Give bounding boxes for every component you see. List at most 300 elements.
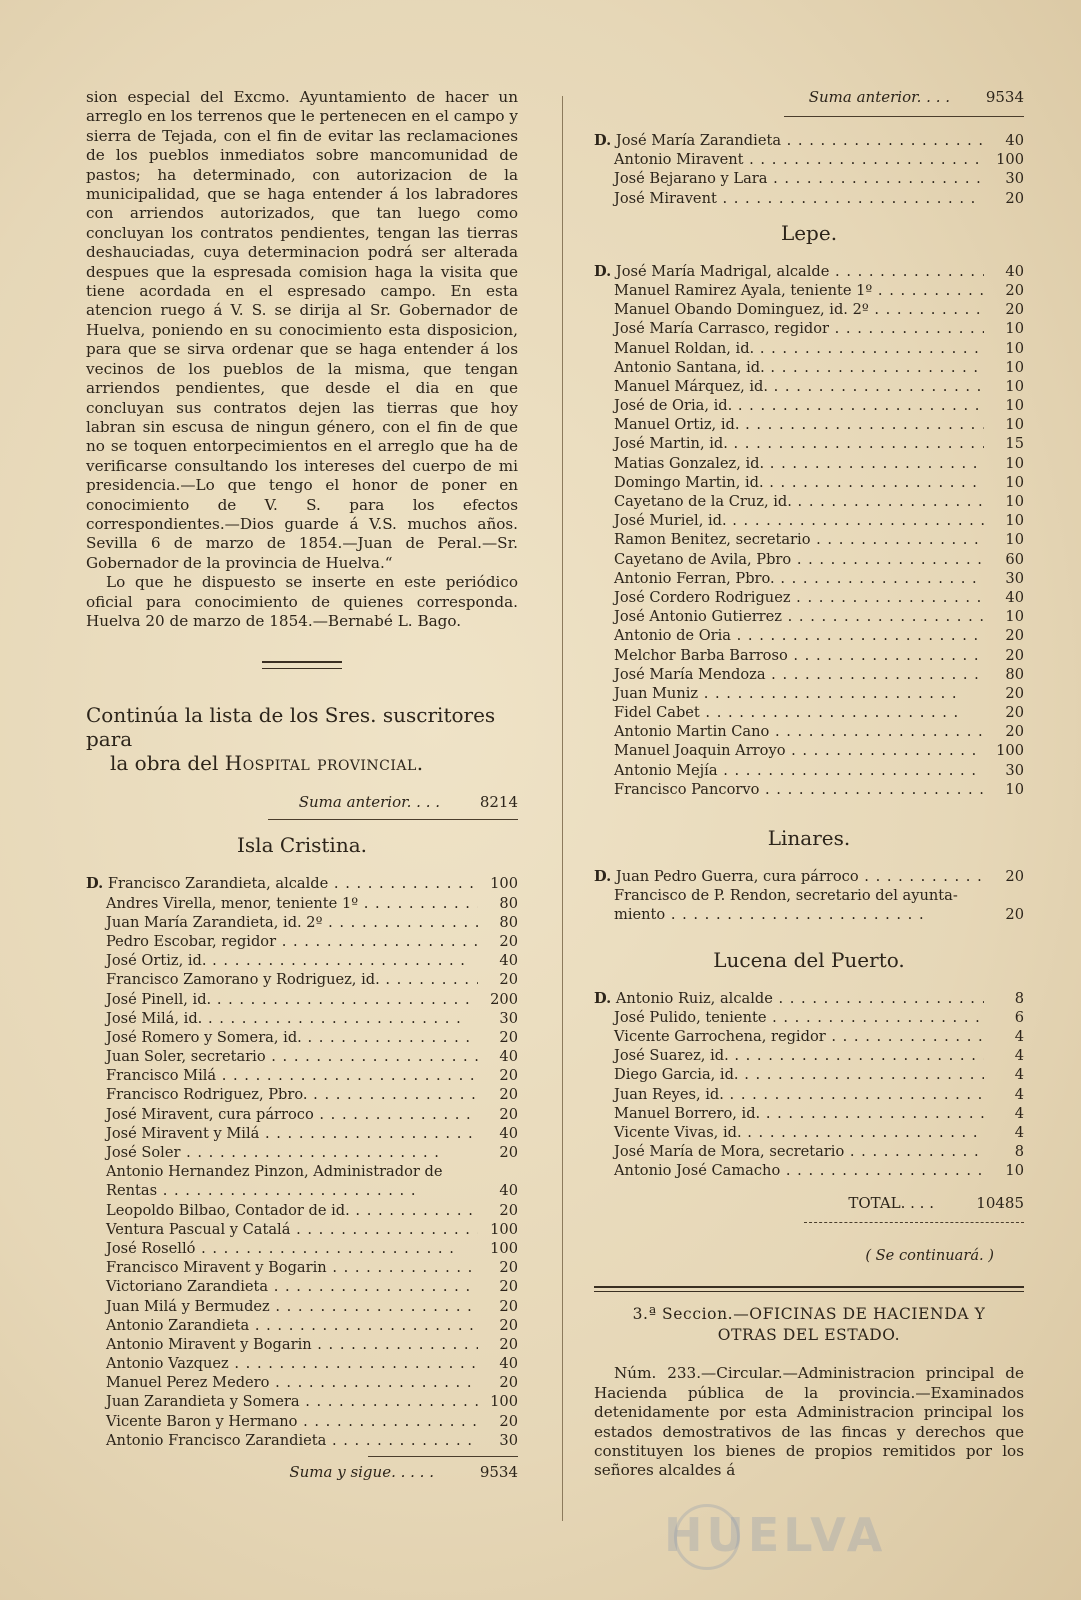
total-value: 10485 <box>976 1194 1024 1213</box>
subscriber-row <box>86 1105 518 1124</box>
subscriber-name <box>86 990 478 1009</box>
subscriber-row <box>594 319 1024 338</box>
subscriber-name-text: Manuel Ramirez Ayala, teniente 1º <box>614 281 873 299</box>
subscriber-amount: 4 <box>1014 1047 1024 1065</box>
town-heading-lepe: Lepe. <box>780 220 838 245</box>
subscriber-name-text: Cayetano de la Cruz, id. <box>614 493 792 510</box>
subscriber-name-text: Antonio Miravent <box>614 151 744 169</box>
subscriber-name <box>594 867 984 886</box>
column-divider <box>562 96 563 1521</box>
subscriber-name-text: José Antonio Gutierrez <box>614 608 782 626</box>
subscriber-name-text: Francisco Milá <box>106 1067 217 1085</box>
subscriber-row <box>594 1161 1024 1180</box>
carry-sum-value: 9534 <box>479 1463 518 1481</box>
subscriber-name-text: Vicente Baron y Hermano <box>106 1412 298 1430</box>
subscriber-row <box>594 434 1024 453</box>
subscriber-name-text: José Ortiz, id. <box>106 952 207 970</box>
ornament-divider <box>262 661 342 669</box>
subscriber-name <box>86 1181 478 1200</box>
subscriber-name <box>86 1085 478 1104</box>
subscriber-amount: 40 <box>499 1182 518 1200</box>
subscriber-row <box>594 780 1024 799</box>
subscriber-name-text: Francisco Rodriguez, Pbro. <box>106 1086 308 1104</box>
subscriber-name-text: José María Carrasco, regidor <box>614 320 830 338</box>
list-title-line-1: Continúa la lista de los Sres. suscritores para <box>86 703 496 752</box>
subscriber-amount: 20 <box>1005 906 1024 924</box>
subscriber-row <box>86 1316 518 1335</box>
total-row <box>594 1194 1024 1216</box>
subscriber-name <box>86 1412 478 1431</box>
subscriber-amount: 100 <box>490 875 518 893</box>
subscriber-amount: 15 <box>1005 435 1024 453</box>
subscriber-amount: 60 <box>1005 550 1024 568</box>
subscriber-amount: 30 <box>1005 170 1024 188</box>
subscriber-amount: 10 <box>1005 531 1024 549</box>
total-rule <box>804 1222 1024 1225</box>
subscriber-amount: 20 <box>499 1335 518 1353</box>
subscriber-name <box>594 358 984 377</box>
subscriber-row <box>594 588 1024 607</box>
subscriber-name-text: Juan Reyes, id. <box>614 1085 724 1103</box>
subscriber-name <box>594 1142 984 1161</box>
subscriber-row <box>86 874 518 893</box>
subscriber-name-text: José Miravent y Milá <box>106 1124 260 1142</box>
subscriber-name-text: José María de Mora, secretario <box>614 1143 845 1161</box>
subscriber-name-text: José Bejarano y Lara <box>614 170 768 188</box>
subscriber-name-text: Antonio Ferran, Pbro. <box>614 569 775 587</box>
subscriber-name-text: Francisco Zarandieta, alcalde <box>107 875 329 893</box>
subscriber-amount: 20 <box>499 1086 518 1104</box>
subscriber-name-text: José María Zarandieta <box>615 132 782 149</box>
subscriber-name <box>86 1028 478 1047</box>
subscriber-row <box>86 951 518 970</box>
subscriber-name <box>594 454 984 473</box>
subscriber-amount: 30 <box>499 1431 518 1449</box>
subscriber-name <box>594 1027 984 1046</box>
subscriber-amount: 8 <box>1014 989 1024 1007</box>
subscriber-name <box>594 607 984 626</box>
previous-sum-row-right <box>594 88 1024 110</box>
subscriber-row <box>86 990 518 1009</box>
subscriber-name <box>86 1201 478 1220</box>
subscriber-amount: 20 <box>499 1067 518 1085</box>
subscriber-row <box>594 1046 1024 1065</box>
subscriber-amount: 20 <box>1005 627 1024 645</box>
subscriber-amount: 40 <box>499 1124 518 1142</box>
subscriber-name <box>86 1220 478 1239</box>
subscriber-amount: 40 <box>499 952 518 970</box>
subscriber-amount: 100 <box>490 1393 518 1411</box>
subscriber-name <box>594 741 984 760</box>
subscriber-amount: 100 <box>996 151 1024 169</box>
subscriber-row <box>594 1104 1024 1123</box>
subscriber-name <box>86 1392 478 1411</box>
subscriber-amount: 20 <box>1005 189 1024 207</box>
subscriber-row <box>86 1258 518 1277</box>
subscriber-amount: 40 <box>1005 132 1024 149</box>
subscriber-amount: 10 <box>1005 397 1024 415</box>
subscriber-row <box>594 454 1024 473</box>
town-heading-linares: Linares. <box>767 826 851 850</box>
subscriber-amount: 20 <box>499 1316 518 1334</box>
subscriber-row <box>594 358 1024 377</box>
subscriber-amount: 10 <box>1005 780 1024 798</box>
subscriber-name <box>594 1161 984 1180</box>
subscriber-name-text: Antonio Santana, id. <box>614 358 765 376</box>
subscriber-name-text: José María Madrigal, alcalde <box>615 262 830 280</box>
subscriber-name-text: José Roselló <box>106 1239 196 1257</box>
subscriber-name-text: José Soler <box>106 1144 181 1161</box>
subscriber-name <box>86 932 478 951</box>
subscriber-amount: 40 <box>499 1355 518 1373</box>
subscriber-row <box>86 1373 518 1392</box>
subscriber-name-text: Victoriano Zarandieta <box>106 1278 269 1296</box>
subscriber-row <box>86 1143 518 1162</box>
subscriber-name <box>86 1009 478 1028</box>
list-title-prefix: la obra del <box>110 751 219 776</box>
subscriber-row <box>86 1220 518 1239</box>
subscriber-row <box>594 1142 1024 1161</box>
subscriber-name-text: Manuel Borrero, id. <box>614 1104 761 1122</box>
subscriber-name <box>594 189 984 208</box>
subscriber-prefix: D. <box>594 868 612 885</box>
subscriber-name <box>86 1105 478 1124</box>
subscriber-amount: 20 <box>1005 723 1024 741</box>
subscriber-amount: 4 <box>1014 1066 1024 1084</box>
subscriber-name <box>594 415 984 434</box>
subscriber-name-text: Antonio Ruiz, alcalde <box>615 989 773 1007</box>
subscriber-list-linares <box>594 867 1024 925</box>
subscriber-name <box>594 588 984 607</box>
subscriber-row <box>594 684 1024 703</box>
subscriber-amount: 20 <box>1005 868 1024 885</box>
subscriber-amount: 4 <box>1014 1104 1024 1122</box>
subscriber-name-text: Andres Virella, menor, teniente 1º <box>106 894 359 912</box>
subscriber-name-text: miento <box>614 906 666 924</box>
subscriber-amount: 10 <box>1005 416 1024 434</box>
subscriber-amount: 20 <box>499 1144 518 1161</box>
subscriber-name-text: Rentas <box>106 1182 158 1200</box>
subscriber-name <box>594 1065 984 1084</box>
total-label: TOTAL. . . . <box>848 1194 934 1213</box>
subscriber-row <box>86 1431 518 1450</box>
subscriber-name <box>594 1008 984 1027</box>
subscriber-row <box>594 511 1024 530</box>
subscriber-prefix: D. <box>86 875 104 893</box>
subscriber-row <box>594 1123 1024 1142</box>
subscriber-row <box>594 377 1024 396</box>
sum-rule <box>784 116 1024 117</box>
subscriber-row <box>86 1066 518 1085</box>
subscriber-name <box>86 1162 478 1181</box>
subscriber-amount: 20 <box>499 1105 518 1123</box>
subscriber-name-text: José Milá, id. <box>106 1009 203 1027</box>
section-rule <box>594 1286 1024 1292</box>
subscriber-row <box>594 989 1024 1008</box>
subscriber-row <box>594 530 1024 549</box>
subscriber-name <box>86 913 478 932</box>
subscriber-row <box>594 150 1024 169</box>
list-title-line-2 <box>110 751 518 775</box>
subscriber-row <box>594 300 1024 319</box>
subscriber-amount: 80 <box>499 894 518 912</box>
subscriber-amount: 20 <box>499 1278 518 1296</box>
subscriber-row <box>594 131 1024 150</box>
subscriber-row <box>594 262 1024 281</box>
subscriber-name <box>594 511 984 530</box>
subscriber-row <box>594 550 1024 569</box>
subscriber-amount: 20 <box>499 1412 518 1430</box>
subscriber-row <box>86 894 518 913</box>
subscriber-list-continued <box>594 131 1024 208</box>
subscriber-row <box>594 1085 1024 1104</box>
subscriber-name <box>86 1239 478 1258</box>
subscriber-row <box>594 722 1024 741</box>
subscriber-row <box>86 1162 518 1181</box>
subscriber-amount: 10 <box>1005 1162 1024 1180</box>
subscriber-name-text: Antonio de Oria <box>614 627 732 645</box>
subscriber-amount: 20 <box>499 1297 518 1315</box>
subscriber-name <box>594 1104 984 1123</box>
subscriber-name-text: Juan Milá y Bermudez <box>106 1297 270 1315</box>
town-heading-lucena: Lucena del Puerto. <box>713 947 905 972</box>
subscriber-amount: 20 <box>499 1028 518 1046</box>
subscriber-name-text: Leopoldo Bilbao, Contador de id. <box>106 1201 350 1219</box>
subscriber-name <box>594 1085 984 1104</box>
subscriber-name-text: Francisco Zamorano y Rodriguez, id. <box>106 971 380 989</box>
subscriber-name-text: Manuel Obando Dominguez, id. 2º <box>614 301 869 319</box>
subscriber-name <box>86 894 478 913</box>
subscriber-row <box>594 703 1024 722</box>
subscriber-name-text: Juan Soler, secretario <box>106 1048 266 1066</box>
previous-sum-value-right: 9534 <box>985 88 1024 106</box>
subscriber-name <box>594 646 984 665</box>
subscriber-row <box>594 169 1024 188</box>
subscriber-name-text: Antonio Hernandez Pinzon, Administrador de <box>106 1163 443 1181</box>
subscriber-name <box>594 550 984 569</box>
subscriber-prefix: D. <box>594 132 612 149</box>
subscriber-name-text: José Martin, id. <box>614 435 728 453</box>
subscriber-name <box>86 1124 478 1143</box>
subscriber-prefix: D. <box>594 989 612 1007</box>
subscriber-amount: 30 <box>1005 761 1024 779</box>
subscriber-prefix: D. <box>594 262 612 280</box>
subscriber-name <box>594 569 984 588</box>
subscriber-amount: 20 <box>1005 684 1024 702</box>
subscriber-name-text: Antonio Vazquez <box>106 1355 229 1373</box>
previous-sum-row <box>86 793 518 815</box>
subscriber-name-text: José Miravent <box>614 189 717 207</box>
subscriber-name-text: José Cordero Rodriguez <box>614 588 791 606</box>
subscriber-name <box>594 905 984 924</box>
subscriber-name-text: José Pulido, teniente <box>614 1008 767 1026</box>
subscriber-row <box>594 665 1024 684</box>
subscriber-amount: 20 <box>1005 646 1024 664</box>
subscriber-row <box>86 1009 518 1028</box>
section-heading-line-2: OTRAS DEL ESTADO. <box>717 1326 901 1345</box>
subscriber-row <box>86 1239 518 1258</box>
subscriber-name <box>86 1297 478 1316</box>
subscriber-name <box>594 703 984 722</box>
subscriber-row <box>86 1354 518 1373</box>
subscriber-amount: 10 <box>1005 608 1024 626</box>
subscriber-row <box>86 1412 518 1431</box>
subscriber-name-text: Antonio Miravent y Bogarin <box>106 1335 312 1353</box>
subscriber-name <box>86 951 478 970</box>
subscriber-row <box>594 741 1024 760</box>
body-paragraph-2: Lo que he dispuesto se inserte en este periódico oficial para conocimiento de quienes corresponda. Huelva 20 de marzo de 1854.—Bernabé L. Bago. <box>86 573 518 630</box>
subscriber-name-text: Antonio José Camacho <box>614 1162 781 1180</box>
subscriber-name-text: Francisco de P. Rendon, secretario del ayunta- <box>614 887 958 905</box>
subscriber-amount: 20 <box>1005 704 1024 722</box>
subscriber-amount: 20 <box>499 932 518 950</box>
subscriber-amount: 40 <box>499 1048 518 1066</box>
list-title-hospital: Hospital provincial. <box>224 751 424 776</box>
subscriber-name-text: José María Mendoza <box>614 665 766 683</box>
carry-sum-row <box>86 1463 518 1485</box>
subscriber-name <box>86 1258 478 1277</box>
subscriber-amount: 100 <box>490 1239 518 1257</box>
subscriber-name <box>86 1354 478 1373</box>
subscriber-name-text: Antonio Mejía <box>614 761 718 779</box>
subscriber-name <box>594 319 984 338</box>
subscriber-name-text: Manuel Joaquin Arroyo <box>614 742 786 760</box>
subscriber-row <box>594 1027 1024 1046</box>
subscriber-amount: 80 <box>1005 665 1024 683</box>
subscriber-amount: 20 <box>499 1201 518 1219</box>
subscriber-amount: 10 <box>1005 512 1024 530</box>
subscriber-amount: 40 <box>1005 588 1024 606</box>
subscriber-name-text: Juan Pedro Guerra, cura párroco <box>615 868 859 885</box>
carry-sum-label: Suma y sigue. . . . . <box>289 1463 434 1481</box>
subscriber-name <box>594 169 984 188</box>
subscriber-row <box>594 886 1024 905</box>
subscriber-amount: 20 <box>1005 301 1024 319</box>
subscriber-name <box>594 780 984 799</box>
subscriber-amount: 100 <box>996 742 1024 760</box>
subscriber-name-text: Manuel Ortiz, id. <box>614 416 740 434</box>
subscriber-name <box>594 131 984 150</box>
subscriber-name <box>86 1431 478 1450</box>
subscriber-name-text: Manuel Perez Medero <box>106 1374 270 1392</box>
circular-paragraph: Núm. 233.—Circular.—Administracion principal de Hacienda pública de la provincia.—Examinados detenidamente por esta Administracion principal los estados demostrativos de las fincas y derechos que constituyen los bienes de propios remitidos por los señores alcaldes á <box>594 1364 1024 1480</box>
subscriber-name-text: José Miravent, cura párroco <box>106 1105 314 1123</box>
subscriber-row <box>594 905 1024 924</box>
subscriber-name-text: Vicente Garrochena, regidor <box>614 1027 826 1045</box>
previous-sum-value: 8214 <box>479 793 518 812</box>
section-heading-line-1: 3.ª Seccion.—OFICINAS DE HACIENDA Y <box>632 1305 986 1324</box>
subscriber-row <box>594 569 1024 588</box>
subscriber-row <box>86 1181 518 1200</box>
subscriber-name <box>594 434 984 453</box>
subscriber-row <box>594 492 1024 511</box>
right-column <box>594 88 1024 1481</box>
subscriber-name <box>594 281 984 300</box>
subscriber-row <box>86 932 518 951</box>
subscriber-name-text: Melchor Barba Barroso <box>614 646 788 664</box>
subscriber-name <box>594 377 984 396</box>
subscriber-row <box>86 1047 518 1066</box>
subscriber-amount: 10 <box>1005 473 1024 491</box>
subscriber-amount: 30 <box>499 1009 518 1027</box>
subscriber-name-text: José Suarez, id. <box>614 1047 729 1065</box>
subscriber-row <box>594 1008 1024 1027</box>
subscriber-row <box>86 1392 518 1411</box>
sum-rule <box>368 1456 518 1457</box>
subscriber-amount: 20 <box>499 1259 518 1277</box>
subscriber-name-text: Matias Gonzalez, id. <box>614 454 765 472</box>
subscriber-name <box>86 874 478 893</box>
subscriber-name-text: Antonio Francisco Zarandieta <box>106 1431 327 1449</box>
subscriber-name-text: Manuel Márquez, id. <box>614 377 768 395</box>
subscriber-row <box>86 1335 518 1354</box>
subscriber-name-text: José de Oria, id. <box>614 397 733 415</box>
subscriber-amount: 40 <box>1005 262 1024 280</box>
subscriber-row <box>594 281 1024 300</box>
subscriber-amount: 10 <box>1005 358 1024 376</box>
continued-note: ( Se continuará. ) <box>865 1247 994 1265</box>
subscriber-name <box>594 626 984 645</box>
subscriber-name-text: José Muriel, id. <box>614 512 727 530</box>
subscriber-row <box>594 415 1024 434</box>
subscriber-name <box>594 396 984 415</box>
subscriber-amount: 10 <box>1005 454 1024 472</box>
subscriber-name-text: Francisco Pancorvo <box>614 780 760 798</box>
subscriber-row <box>86 1028 518 1047</box>
subscriber-list-lucena <box>594 989 1024 1181</box>
subscriber-name <box>594 989 984 1008</box>
subscriber-name <box>594 339 984 358</box>
subscriber-name-text: Fidel Cabet <box>614 704 700 722</box>
subscriber-amount: 20 <box>499 971 518 989</box>
subscriber-amount: 4 <box>1014 1123 1024 1141</box>
subscriber-amount: 10 <box>1005 339 1024 357</box>
subscriber-row <box>594 189 1024 208</box>
subscriber-row <box>86 1201 518 1220</box>
subscriber-row <box>594 607 1024 626</box>
subscriber-row <box>86 913 518 932</box>
subscriber-name <box>594 665 984 684</box>
subscriber-amount: 4 <box>1014 1085 1024 1103</box>
previous-sum-label-right: Suma anterior. . . . <box>808 88 950 106</box>
subscriber-row <box>594 761 1024 780</box>
sum-rule <box>268 819 518 820</box>
subscriber-row <box>86 1277 518 1296</box>
subscriber-name-text: José Pinell, id. <box>106 990 212 1008</box>
left-column <box>86 88 518 1485</box>
subscriber-list-isla-cristina <box>86 874 518 1450</box>
subscriber-name <box>594 300 984 319</box>
subscriber-amount: 6 <box>1014 1008 1024 1026</box>
subscriber-name <box>594 473 984 492</box>
subscriber-row <box>594 396 1024 415</box>
watermark-huelva: HUELVA <box>664 1508 887 1562</box>
subscriber-row <box>594 473 1024 492</box>
subscriber-name <box>594 150 984 169</box>
subscriber-name <box>594 761 984 780</box>
subscriber-amount: 20 <box>1005 281 1024 299</box>
subscriber-name-text: Antonio Zarandieta <box>106 1316 250 1334</box>
subscriber-row <box>86 970 518 989</box>
section-heading <box>594 1304 1024 1346</box>
subscriber-name-text: Ramon Benitez, secretario <box>614 531 811 549</box>
subscriber-name <box>594 886 984 905</box>
subscriber-amount: 80 <box>499 913 518 931</box>
subscriber-name <box>86 1047 478 1066</box>
subscriber-name <box>86 1066 478 1085</box>
subscriber-name <box>86 1316 478 1335</box>
subscriber-name <box>86 970 478 989</box>
